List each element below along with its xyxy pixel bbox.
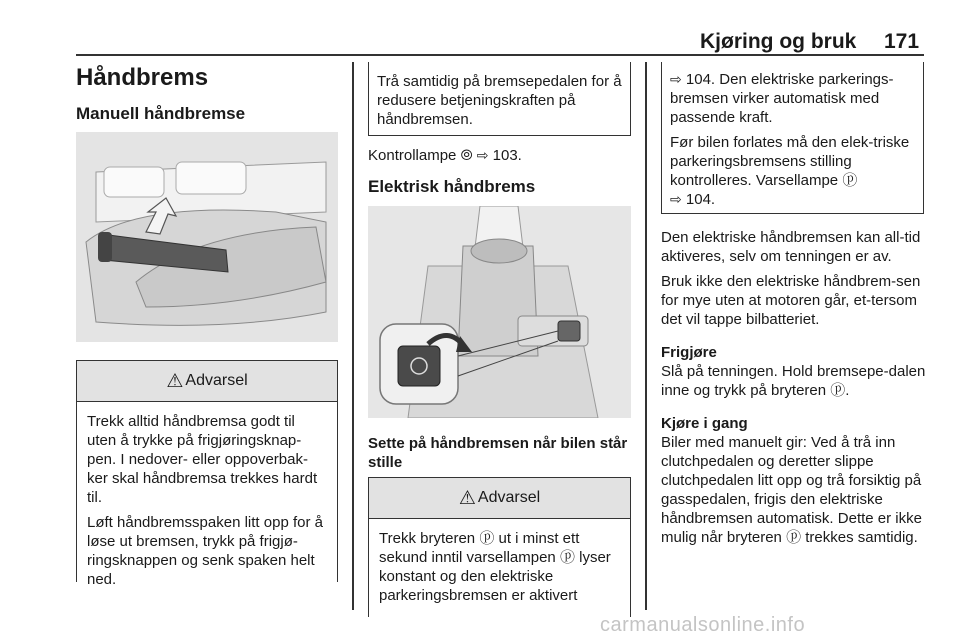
- warning-title-2: Advarsel: [477, 489, 541, 506]
- image-caption: Sette på håndbremsen når bilen står stille: [368, 435, 628, 471]
- brake-switch-icon: ⓟ: [830, 382, 846, 399]
- brake-switch-icon: ⓟ: [842, 172, 858, 189]
- column-rule-2: [645, 62, 647, 610]
- brake-lamp-icon: ⦾: [460, 147, 473, 164]
- kontrollampe-label: Kontrollampe: [368, 147, 457, 164]
- warning-header: [77, 361, 337, 402]
- col3-para-1: Den elektriske håndbremsen kan all-tid aktiveres, selv om tenningen er av.: [661, 229, 921, 265]
- brake-switch-icon: ⓟ: [559, 549, 575, 566]
- column-rule-1: [352, 62, 354, 610]
- heading-frigjore: Frigjøre: [661, 344, 717, 361]
- page-ref-icon: ⇨: [670, 71, 682, 87]
- brake-switch-icon: ⓟ: [786, 529, 802, 546]
- kontrollampe-ref: 103.: [492, 147, 522, 164]
- section-heading: Håndbrems: [76, 64, 209, 91]
- manual-handbrake-illustration: [76, 132, 338, 342]
- note-col3-text-2: Før bilen forlates må den elek-triske parkeringsbremsens stilling kontrolleres. Varsellampe ⓟ ⇨ 104.: [670, 134, 910, 208]
- warning-text-2: Løft håndbremsspaken litt opp for å løse ut bremsen, trykk på frigjø-ringsknappen og senk spaken helt ned.: [87, 514, 323, 588]
- warning-header-2: [369, 478, 630, 519]
- warning-title: Advarsel: [185, 372, 248, 389]
- header-rule: [76, 54, 924, 56]
- col3-body: [661, 228, 927, 547]
- subheading-electric: Elektrisk håndbrems: [368, 177, 536, 196]
- page-header-title: Kjøring og bruk: [700, 30, 857, 53]
- col3-para-2: Bruk ikke den elektriske håndbrem-sen for mye uten at motoren går, et-tersom det vil tappe bilbatteriet.: [661, 273, 921, 328]
- kontrollampe-line: [368, 146, 522, 165]
- page-ref-icon: ⇨: [476, 147, 489, 163]
- warning-triangle-icon-2: ⚠: [458, 487, 476, 509]
- warning-box-electric: [368, 477, 631, 617]
- note-box-col3: [661, 62, 924, 214]
- heading-kjore: Kjøre i gang: [661, 415, 748, 432]
- electric-handbrake-illustration: [368, 206, 631, 418]
- page-ref-icon: ⇨: [670, 191, 682, 207]
- warning-text-electric: Trekk bryteren ⓟ ut i minst ett sekund inntil varsellampen ⓟ lyser konstant og den elektriske parkeringsbremsen er aktivert: [379, 530, 611, 604]
- para-kjore: Biler med manuelt gir: Ved å trå inn clutchpedalen og deretter slippe clutchpedalen litt opp og trå forsiktig på gasspedalen, frigis den elektriske håndbremsen automatisk. Dette er ikke mulig når bryteren ⓟ trekkes samtidig.: [661, 434, 922, 546]
- note-col3-text-1: ⇨ 104. Den elektriske parkerings-bremsen virker automatisk med passende kraft.: [670, 71, 894, 126]
- page-number: 171: [884, 30, 920, 53]
- warning-box-manual: [76, 360, 338, 588]
- note-box-top: [368, 62, 631, 136]
- warning-text-1: Trekk alltid håndbremsa godt til uten å trykke på frigjøringsknap-pen. I nedover- eller oppoverbak-ker skal håndbremsa trekkes hardt til.: [87, 413, 318, 506]
- brake-switch-icon: ⓟ: [479, 530, 495, 547]
- subheading-manual: Manuell håndbremse: [76, 104, 246, 123]
- warning-triangle-icon: ⚠: [166, 370, 184, 392]
- para-frigjore: Slå på tenningen. Hold bremsepe-dalen inne og trykk på bryteren ⓟ.: [661, 363, 926, 399]
- note-text: Trå samtidig på bremsepedalen for å redusere betjeningskraften på håndbremsen.: [377, 73, 622, 128]
- watermark: carmanualsonline.info: [600, 614, 806, 636]
